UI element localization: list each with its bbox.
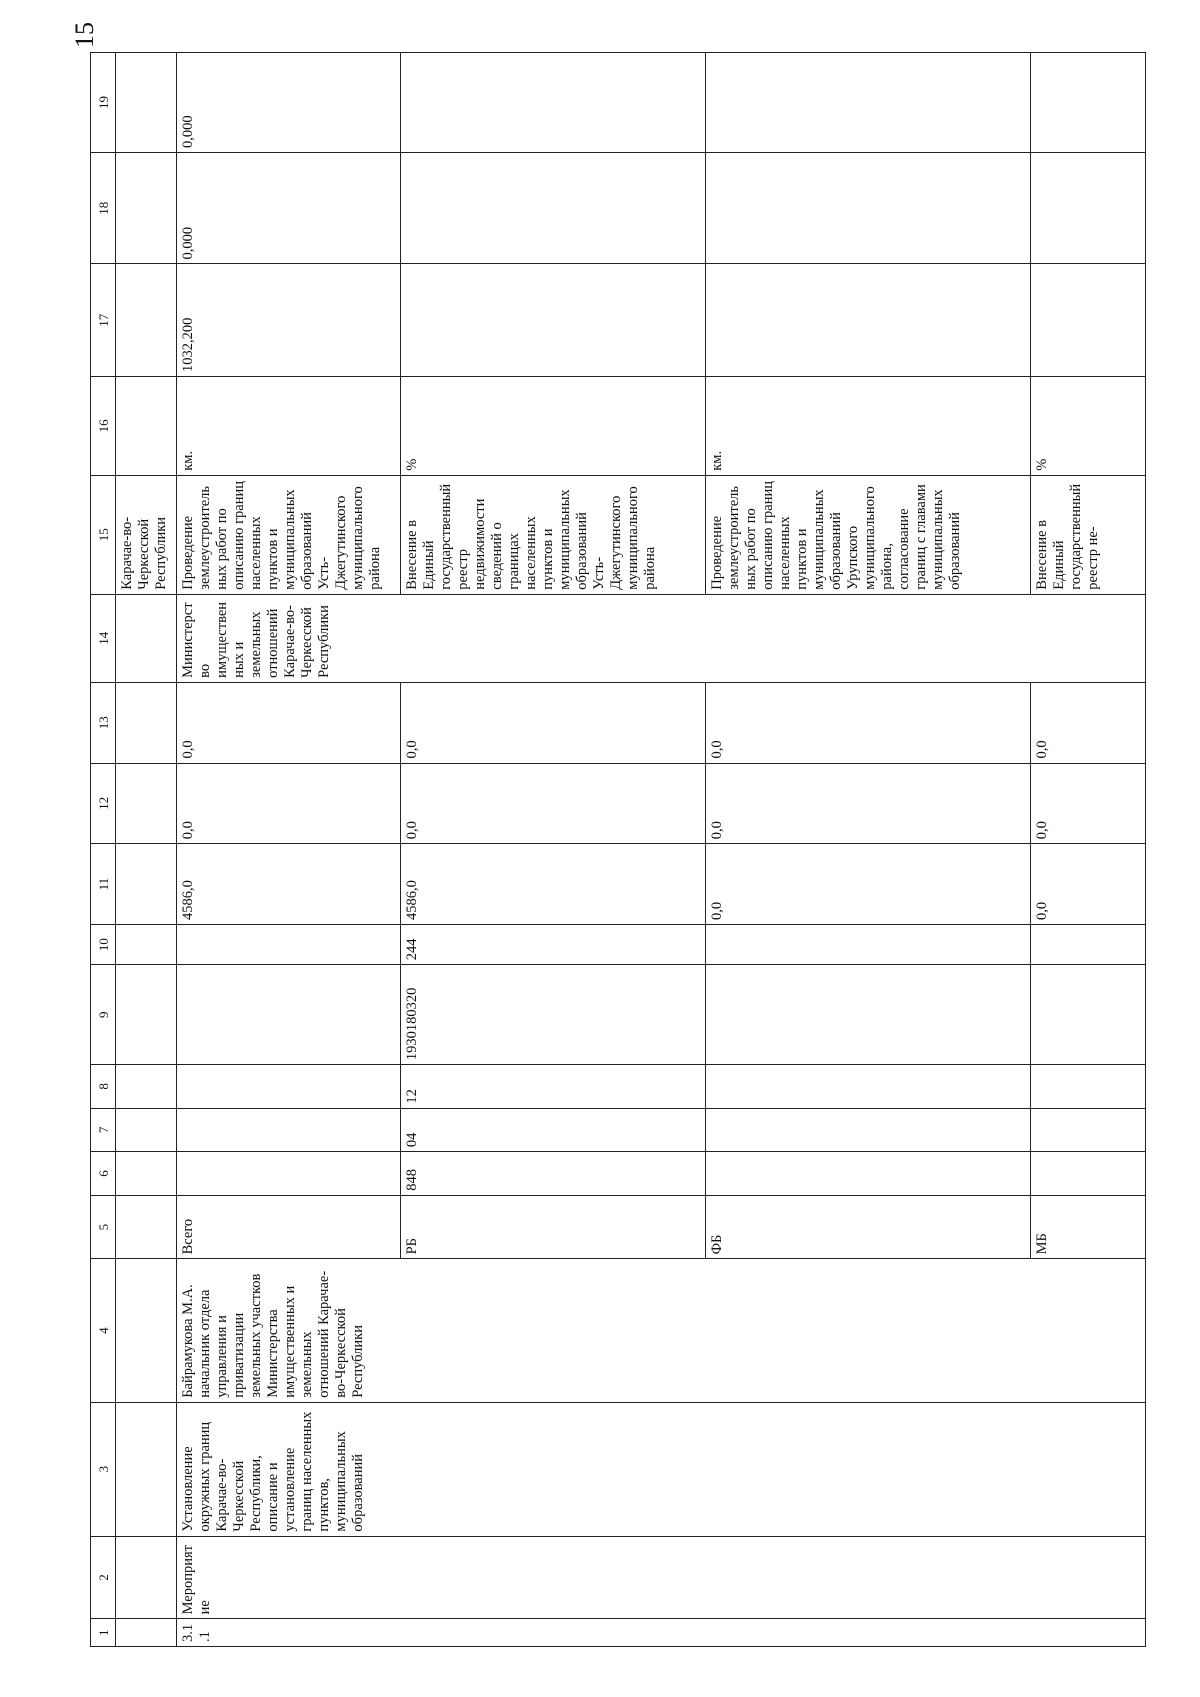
amount-cell-11: 4586,0 [177, 844, 401, 925]
table-row-region-continuation [116, 53, 177, 1647]
amount-cell-12: 0,0 [1031, 763, 1146, 844]
unit-cell: % [1031, 377, 1146, 476]
cell [116, 1402, 177, 1536]
funding-source-cell: Всего [177, 1195, 401, 1259]
col-header-16: 16 [91, 377, 116, 476]
cell [706, 1152, 1031, 1196]
cell [116, 377, 177, 476]
indicator-text-cell: Карачае-во-Черкесской Республики [116, 475, 177, 594]
cell [116, 1259, 177, 1402]
cell [116, 924, 177, 964]
cell [116, 1108, 177, 1152]
rotated-table-container [90, 52, 1130, 1647]
activity-type-cell: Мероприятие [177, 1536, 1146, 1619]
col-header-6: 6 [91, 1152, 116, 1196]
cell [177, 1152, 401, 1196]
cell [401, 53, 706, 153]
cell [177, 965, 401, 1065]
col-header-3: 3 [91, 1402, 116, 1536]
col-header-14: 14 [91, 594, 116, 682]
cell [706, 965, 1031, 1065]
indicator-text-cell: Внесение в Единый государственный реестр недвижимости сведений о границах населенных пунктов и муниципальных образований Усть-Джегутинского муниципального района [401, 475, 706, 594]
cell [401, 264, 706, 377]
cell [116, 1065, 177, 1109]
col-header-10: 10 [91, 924, 116, 964]
col-header-18: 18 [91, 152, 116, 264]
indicator-text-cell: Проведение землеустроительных работ по описанию границ населенных пунктов и муниципальных образований Усть-Джегутинского муниципального района [177, 475, 401, 594]
cell [116, 594, 177, 682]
col-header-2: 2 [91, 1536, 116, 1619]
cell [1031, 1065, 1146, 1109]
cell [1031, 53, 1146, 153]
cell [116, 763, 177, 844]
cell [116, 53, 177, 153]
amount-cell-13: 0,0 [177, 682, 401, 763]
cell [116, 844, 177, 925]
value-cell-18: 0,000 [177, 152, 401, 264]
budget-code-cell-8: 12 [401, 1065, 706, 1109]
cell [1031, 1152, 1146, 1196]
cell [116, 1195, 177, 1259]
amount-cell-11: 0,0 [706, 844, 1031, 925]
cell [116, 264, 177, 377]
cell [401, 152, 706, 264]
cell [116, 1536, 177, 1619]
unit-cell: км. [177, 377, 401, 476]
col-header-19: 19 [91, 53, 116, 153]
col-header-15: 15 [91, 475, 116, 594]
col-header-4: 4 [91, 1259, 116, 1402]
cell [116, 152, 177, 264]
cell [706, 53, 1031, 153]
col-header-17: 17 [91, 264, 116, 377]
unit-cell: % [401, 377, 706, 476]
col-header-11: 11 [91, 844, 116, 925]
cell [1031, 1108, 1146, 1152]
funding-source-cell: МБ [1031, 1195, 1146, 1259]
col-header-12: 12 [91, 763, 116, 844]
cell [706, 924, 1031, 964]
col-header-13: 13 [91, 682, 116, 763]
activity-name-cell: Установление окружных границ Карачае-во-Черкесской Республики, описание и установление границ населенных пунктов, муниципальных образований [177, 1402, 1146, 1536]
cell [1031, 924, 1146, 964]
funding-source-cell: ФБ [706, 1195, 1031, 1259]
budget-code-cell-10: 244 [401, 924, 706, 964]
col-header-1: 1 [91, 1619, 116, 1647]
cell [177, 1108, 401, 1152]
amount-cell-13: 0,0 [1031, 682, 1146, 763]
amount-cell-13: 0,0 [706, 682, 1031, 763]
cell [706, 152, 1031, 264]
amount-cell-13: 0,0 [401, 682, 706, 763]
cell [177, 924, 401, 964]
funding-source-cell: РБ [401, 1195, 706, 1259]
value-cell-17: 1032,200 [177, 264, 401, 377]
cell [1031, 152, 1146, 264]
cell [706, 264, 1031, 377]
activity-number-cell: 3.1.1 [177, 1619, 1146, 1647]
indicator-text-cell: Внесение в Единый государственный реестр не- [1031, 475, 1146, 594]
amount-cell-12: 0,0 [401, 763, 706, 844]
cell [116, 1152, 177, 1196]
cell [706, 1108, 1031, 1152]
page-number: 15 [70, 22, 99, 48]
amount-cell-11: 4586,0 [401, 844, 706, 925]
amount-cell-12: 0,0 [706, 763, 1031, 844]
cell [1031, 264, 1146, 377]
col-header-9: 9 [91, 965, 116, 1065]
executor-cell: Министерство имущественных и земельных отношений Карачае-во-Черкесской Республики [177, 594, 1146, 682]
program-activities-table [90, 52, 1146, 1647]
budget-code-cell-9: 1930180320 [401, 965, 706, 1065]
cell [1031, 965, 1146, 1065]
budget-code-cell-6: 848 [401, 1152, 706, 1196]
cell [706, 1065, 1031, 1109]
cell [116, 682, 177, 763]
cell [116, 965, 177, 1065]
col-header-8: 8 [91, 1065, 116, 1109]
responsible-person-cell: Байрамукова М.А. начальник отдела управления и приватизации земельных участков Министерства имущественных и земельных отношений Карачае-во-Черкесской Республики [177, 1259, 1146, 1402]
col-header-7: 7 [91, 1108, 116, 1152]
cell [116, 1619, 177, 1647]
table-row-activity-3-1-1 [177, 53, 401, 1647]
value-cell-19: 0,000 [177, 53, 401, 153]
indicator-text-cell: Проведение землеустроительных работ по описанию границ населенных пунктов и муниципальных образований Урупского муниципального района, согласование границ с главами муниципальных образований [706, 475, 1031, 594]
unit-cell: км. [706, 377, 1031, 476]
col-header-5: 5 [91, 1195, 116, 1259]
column-number-row [91, 53, 116, 1647]
budget-code-cell-7: 04 [401, 1108, 706, 1152]
amount-cell-12: 0,0 [177, 763, 401, 844]
amount-cell-11: 0,0 [1031, 844, 1146, 925]
cell [177, 1065, 401, 1109]
